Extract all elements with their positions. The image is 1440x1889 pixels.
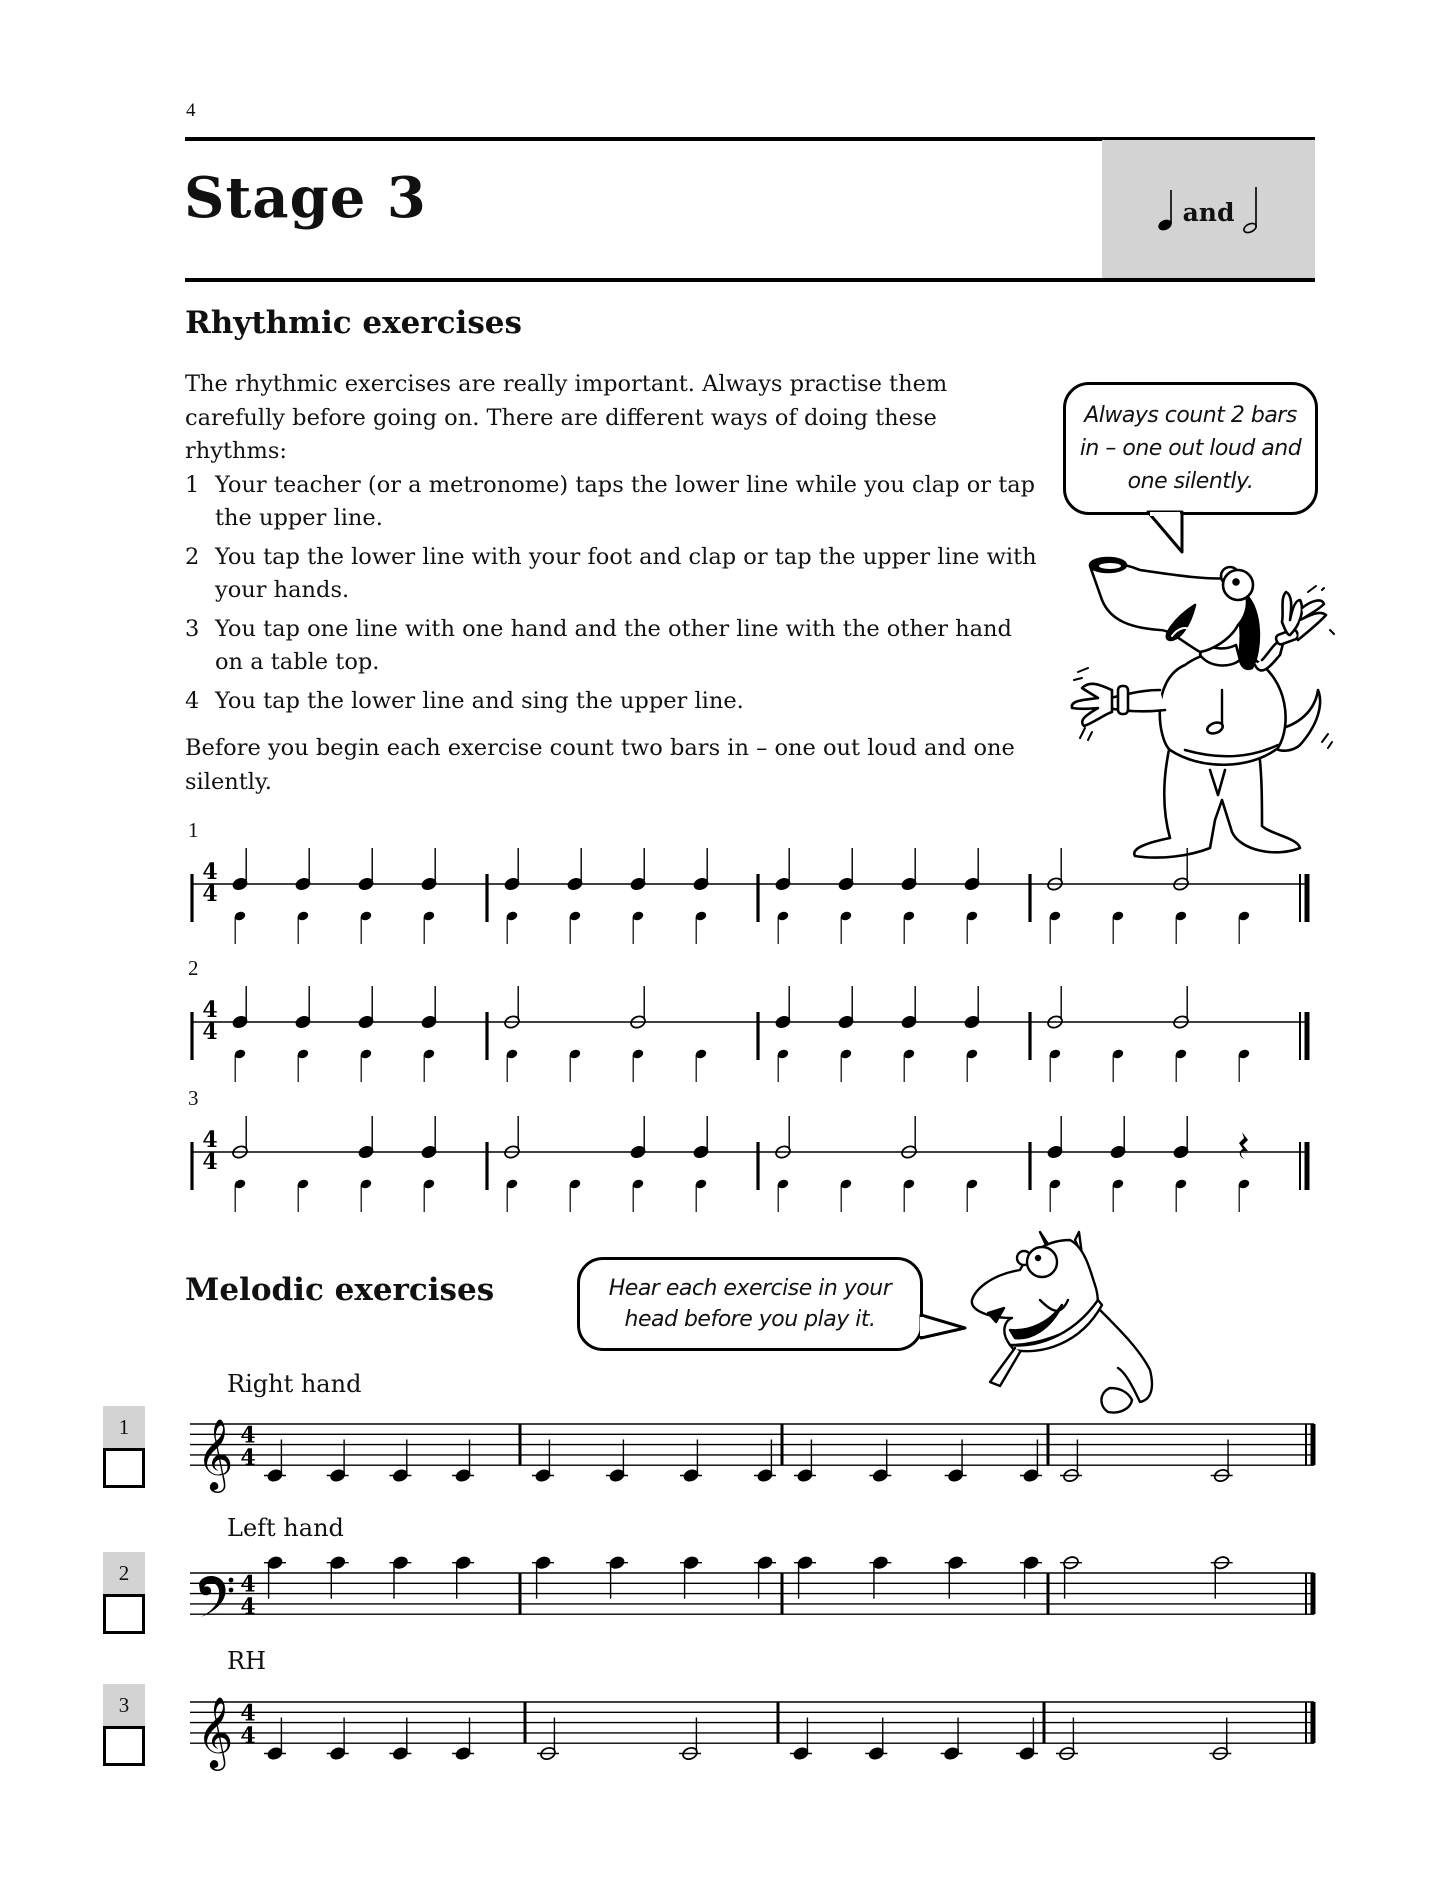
page-title: Stage 3 <box>184 165 427 231</box>
quarter-note <box>947 1555 964 1570</box>
quarter-note-small <box>1111 910 1124 921</box>
half-note <box>1172 1014 1189 1029</box>
quarter-note <box>608 1468 625 1483</box>
staff-label: RH <box>227 1647 266 1675</box>
rhythm-exercise-number: 1 <box>188 818 199 842</box>
quarter-note-small <box>505 910 518 921</box>
quarter-note-small <box>1237 910 1250 921</box>
quarter-note-small <box>422 910 435 921</box>
quarter-note-small <box>776 1178 789 1189</box>
melodic-exercise-2 <box>190 1555 1314 1620</box>
quarter-note <box>1172 1144 1189 1159</box>
quarter-note-small <box>965 1048 978 1059</box>
quarter-note <box>756 1468 773 1483</box>
quarter-note <box>900 876 917 891</box>
quarter-note-small <box>296 1178 309 1189</box>
practice-checkbox[interactable] <box>103 1448 145 1488</box>
quarter-note <box>900 1014 917 1029</box>
exercise-number-badge: 3 <box>103 1684 145 1726</box>
method-item <box>185 685 1045 719</box>
rhythm-exercise-3 <box>192 1116 1308 1212</box>
speech-bubble-hear <box>577 1257 923 1351</box>
half-note <box>774 1144 791 1159</box>
speech-bubble-count <box>1063 382 1318 515</box>
quarter-note <box>534 1555 551 1570</box>
quarter-note <box>266 1746 283 1761</box>
quarter-note <box>392 1746 409 1761</box>
half-note <box>1172 876 1189 891</box>
half-note <box>629 1014 646 1029</box>
quarter-note-small <box>1111 1178 1124 1189</box>
half-note <box>1062 1555 1079 1570</box>
quarter-note <box>629 1144 646 1159</box>
quarter-note <box>682 1468 699 1483</box>
method-text: You tap the lower line and sing the upper line. <box>215 687 744 714</box>
staff-label: Right hand <box>227 1370 362 1398</box>
time-signature-bottom: 4 <box>240 1445 256 1472</box>
quarter-note-small <box>694 1178 707 1189</box>
note-connector-text: and <box>1182 198 1235 227</box>
quarter-note-small <box>839 910 852 921</box>
quarter-note-small <box>1048 1178 1061 1189</box>
exercise-number-badge: 1 <box>103 1406 145 1448</box>
rhythmic-heading: Rhythmic exercises <box>185 305 522 341</box>
quarter-note <box>266 1468 283 1483</box>
quarter-note <box>692 1144 709 1159</box>
quarter-note-small <box>1048 910 1061 921</box>
quarter-note <box>608 1555 625 1570</box>
half-note <box>900 1144 917 1159</box>
quarter-note-small <box>1237 1178 1250 1189</box>
half-note-icon <box>1240 185 1262 235</box>
half-note <box>681 1746 698 1761</box>
quarter-note <box>1046 1144 1063 1159</box>
half-note <box>1046 876 1063 891</box>
quarter-note-small <box>902 910 915 921</box>
intro-paragraph: The rhythmic exercises are really important. Always practise them carefully before going on. There are different ways of doing these rhythms: <box>185 371 948 464</box>
exercise-number-badge: 2 <box>103 1552 145 1594</box>
method-number: 3 <box>185 615 200 642</box>
time-signature-bottom: 4 <box>202 881 218 907</box>
time-signature-top: 4 <box>202 1127 218 1153</box>
bass-clef-body <box>199 1576 226 1617</box>
speech-bubble-tail <box>921 1315 965 1338</box>
quarter-note-small <box>568 1178 581 1189</box>
quarter-note-small <box>1237 1048 1250 1059</box>
method-number: 4 <box>185 687 200 714</box>
quarter-note <box>357 1144 374 1159</box>
quarter-note <box>420 876 437 891</box>
quarter-note <box>503 876 520 891</box>
quarter-note-small <box>568 1048 581 1059</box>
half-note <box>1046 1014 1063 1029</box>
singing-dog-illustration <box>1072 558 1334 858</box>
quarter-note <box>943 1746 960 1761</box>
quarter-note-small <box>505 1048 518 1059</box>
quarter-note <box>1109 1144 1126 1159</box>
quarter-note <box>294 876 311 891</box>
quarter-note-small <box>568 910 581 921</box>
bass-clef-icon <box>199 1576 233 1617</box>
half-note <box>1213 1468 1230 1483</box>
quarter-note-small <box>1174 1178 1187 1189</box>
treble-clef-icon: 𝄞 <box>196 1417 234 1491</box>
quarter-note-small <box>631 1178 644 1189</box>
time-signature-top: 4 <box>240 1422 256 1449</box>
quarter-note-small <box>631 910 644 921</box>
quarter-note <box>454 1468 471 1483</box>
method-text: You tap the lower line with your foot and clap or tap the upper line with your hands. <box>215 543 1037 603</box>
half-note <box>231 1144 248 1159</box>
staff-label: Left hand <box>227 1514 344 1542</box>
half-note <box>503 1144 520 1159</box>
quarter-note <box>420 1014 437 1029</box>
time-signature-bottom: 4 <box>202 1019 218 1045</box>
quarter-note <box>329 1468 346 1483</box>
quarter-note <box>392 1468 409 1483</box>
dog-with-scarf-illustration <box>972 1232 1152 1413</box>
method-item <box>185 541 1045 608</box>
time-signature-bottom: 4 <box>240 1723 256 1750</box>
method-item <box>185 469 1045 536</box>
quarter-note <box>837 876 854 891</box>
rhythmic-instructions <box>185 368 1045 799</box>
melodic-exercise-1 <box>190 1417 1314 1493</box>
quarter-note <box>796 1468 813 1483</box>
rhythm-exercise-2 <box>192 986 1308 1082</box>
quarter-note-small <box>694 910 707 921</box>
quarter-note-small <box>233 1178 246 1189</box>
quarter-note <box>796 1555 813 1570</box>
outro-paragraph: Before you begin each exercise count two bars in – one out loud and one silently. <box>185 735 1015 795</box>
quarter-note <box>774 1014 791 1029</box>
quarter-note-small <box>359 1048 372 1059</box>
quarter-note <box>266 1555 283 1570</box>
bass-clef-dot <box>229 1588 234 1593</box>
quarter-note <box>1022 1555 1039 1570</box>
method-text: Your teacher (or a metronome) taps the lower line while you clap or tap the upper line. <box>215 471 1036 531</box>
time-signature-top: 4 <box>202 997 218 1023</box>
method-number: 1 <box>185 471 200 498</box>
quarter-note-small <box>422 1048 435 1059</box>
quarter-note <box>454 1746 471 1761</box>
half-note <box>539 1746 556 1761</box>
quarter-rest <box>1239 1132 1248 1159</box>
note-values-box <box>1102 140 1315 279</box>
practice-checkbox[interactable] <box>103 1594 145 1634</box>
quarter-note-small <box>359 1178 372 1189</box>
speech-bubble-text: Always count 2 bars in – one out loud and one silently. <box>1079 403 1302 494</box>
quarter-note <box>329 1746 346 1761</box>
rhythm-exercise-number: 3 <box>188 1086 199 1110</box>
page-number: 4 <box>186 100 196 121</box>
quarter-note-small <box>1174 1048 1187 1059</box>
quarter-note <box>231 1014 248 1029</box>
quarter-note-small <box>776 910 789 921</box>
quarter-note-small <box>694 1048 707 1059</box>
quarter-note <box>947 1468 964 1483</box>
quarter-note-small <box>296 1048 309 1059</box>
melodic-exercise-3 <box>190 1695 1314 1771</box>
quarter-note-small <box>776 1048 789 1059</box>
quarter-note-small <box>233 1048 246 1059</box>
time-signature-top: 4 <box>240 1700 256 1727</box>
quarter-note <box>231 876 248 891</box>
time-signature-bottom: 4 <box>240 1594 256 1621</box>
quarter-note <box>872 1468 889 1483</box>
quarter-note-small <box>1048 1048 1061 1059</box>
quarter-note <box>692 876 709 891</box>
time-signature-bottom: 4 <box>202 1149 218 1175</box>
practice-checkbox[interactable] <box>103 1726 145 1766</box>
quarter-note-icon <box>1155 188 1177 232</box>
time-signature-top: 4 <box>202 859 218 885</box>
quarter-note-small <box>902 1178 915 1189</box>
quarter-note <box>682 1555 699 1570</box>
quarter-note <box>774 876 791 891</box>
quarter-note-small <box>1174 910 1187 921</box>
quarter-note-small <box>839 1048 852 1059</box>
quarter-note-small <box>422 1178 435 1189</box>
quarter-note <box>357 876 374 891</box>
quarter-note <box>392 1555 409 1570</box>
quarter-note-small <box>965 1178 978 1189</box>
quarter-note <box>329 1555 346 1570</box>
quarter-note <box>963 1014 980 1029</box>
quarter-note <box>868 1746 885 1761</box>
quarter-note <box>963 876 980 891</box>
quarter-note <box>1022 1468 1039 1483</box>
half-note <box>503 1014 520 1029</box>
quarter-note-small <box>296 910 309 921</box>
quarter-note-small <box>631 1048 644 1059</box>
quarter-note-small <box>359 910 372 921</box>
speech-bubble-text: Hear each exercise in your head before you play it. <box>608 1276 892 1332</box>
quarter-note-small <box>505 1178 518 1189</box>
quarter-note <box>454 1555 471 1570</box>
quarter-note <box>792 1746 809 1761</box>
method-item <box>185 613 1045 680</box>
header-bottom-rule <box>185 278 1315 282</box>
quarter-note-small <box>233 910 246 921</box>
quarter-note <box>837 1014 854 1029</box>
rhythm-exercise-1 <box>192 848 1308 944</box>
method-text: You tap one line with one hand and the other line with the other hand on a table top. <box>215 615 1012 675</box>
quarter-note <box>420 1144 437 1159</box>
quarter-note-small <box>965 910 978 921</box>
quarter-note <box>566 876 583 891</box>
quarter-note <box>872 1555 889 1570</box>
half-note <box>1062 1468 1079 1483</box>
quarter-note <box>294 1014 311 1029</box>
bass-clef-dot <box>229 1578 234 1583</box>
time-signature-top: 4 <box>240 1571 256 1598</box>
quarter-note <box>534 1468 551 1483</box>
half-note <box>1213 1555 1230 1570</box>
quarter-note <box>1018 1746 1035 1761</box>
speech-bubble-tail <box>1148 512 1182 552</box>
methods-list <box>185 469 1045 719</box>
melodic-heading: Melodic exercises <box>185 1272 495 1308</box>
treble-clef-icon: 𝄞 <box>196 1695 234 1769</box>
quarter-note <box>756 1555 773 1570</box>
quarter-note-small <box>839 1178 852 1189</box>
half-note <box>1212 1746 1229 1761</box>
half-note <box>1058 1746 1075 1761</box>
method-number: 2 <box>185 543 200 570</box>
quarter-note <box>357 1014 374 1029</box>
quarter-note-small <box>902 1048 915 1059</box>
rhythm-exercise-number: 2 <box>188 956 199 980</box>
quarter-note <box>629 876 646 891</box>
quarter-note-small <box>1111 1048 1124 1059</box>
